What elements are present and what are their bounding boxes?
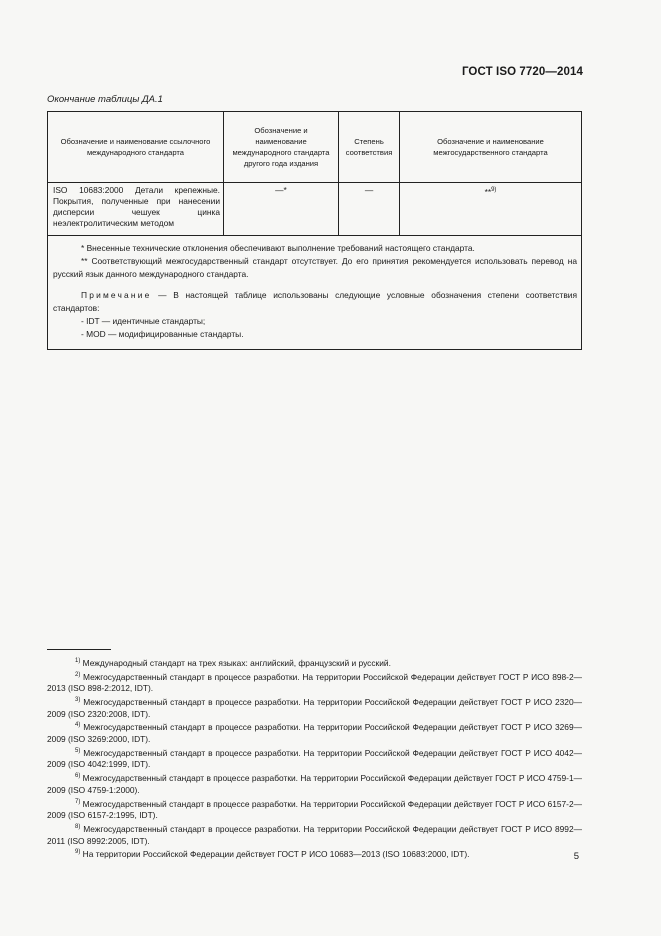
remark <box>53 289 577 315</box>
document-header: ГОСТ ISO 7720—2014 <box>461 66 583 78</box>
footnote-item: $^{8)}$ Межгосударственный стандарт в процессе разработки. На территории Российской Федерации действует ГОСТ Р ИСО 8992—2011 (ISO 8992:2005, IDT). <box>47 823 582 846</box>
footnote-item: $^{2)}$ Межгосударственный стандарт в процессе разработки. На территории Российской Федерации действует ГОСТ Р ИСО 898-2—2013 (ISO 898-2:2012, IDT). <box>47 671 582 694</box>
list-item: - MOD — модифицированные стандарты. <box>81 329 244 339</box>
cell-interstate-standard <box>400 183 581 235</box>
footnote-item: $^{6)}$ Межгосударственный стандарт в процессе разработки. На территории Российской Федерации действует ГОСТ Р ИСО 4759-1—2009 (ISO 4759-1:2000). <box>47 772 582 795</box>
header-cell-other-year-standard: Обозначение и наименование международного стандарта другого года издания <box>224 112 339 182</box>
footnotes <box>47 656 582 861</box>
table-header-row <box>48 112 581 183</box>
footnote-item: $^{5)}$ Межгосударственный стандарт в процессе разработки. На территории Российской Федерации действует ГОСТ Р ИСО 4042—2009 (ISO 4042:1999, IDT). <box>47 747 582 770</box>
table-notes <box>48 236 581 349</box>
footnote-ref: 9) <box>491 187 497 193</box>
note-2: ** Соответствующий межгосударственный стандарт отсутствует. До его принятия рекомендуется использовать перевод на русский язык данного международного стандарта. <box>53 256 577 279</box>
header-cell-reference-standard: Обозначение и наименование ссылочного международного стандарта <box>48 112 224 182</box>
table-row <box>48 183 581 236</box>
correspondence-table <box>47 111 582 350</box>
footnote-item: $^{3)}$ Межгосударственный стандарт в процессе разработки. На территории Российской Федерации действует ГОСТ Р ИСО 2320—2009 (ISO 2320:2008, IDT). <box>47 696 582 719</box>
footnote-item: $^{4)}$ Межгосударственный стандарт в процессе разработки. На территории Российской Федерации действует ГОСТ Р ИСО 3269—2009 (ISO 3269:2000, IDT). <box>47 722 582 744</box>
cell-reference-standard: ISO 10683:2000 Детали крепежные. Покрытия, полученные при нанесении дисперсии чешуек цинка неэлектролитическим методом <box>48 183 224 235</box>
cell-interstate-text: ** <box>484 186 492 197</box>
cell-other-year-standard: —* <box>224 183 339 235</box>
cell-degree: — <box>339 183 400 235</box>
remark-label: Примечание <box>81 290 152 300</box>
footnote-item: $^{7)}$ Межгосударственный стандарт в процессе разработки. На территории Российской Федерации действует ГОСТ Р ИСО 6157-2—2009 (ISO 6157-2:1995, IDT). <box>47 798 582 821</box>
list-item: - IDT — идентичные стандарты; <box>81 316 206 326</box>
footnote-item: $^{1)}$ Международный стандарт на трех языках: английский, французский и русский. <box>75 657 391 668</box>
header-cell-degree: Степень соответствия <box>339 112 400 182</box>
footnote-divider <box>47 649 111 650</box>
header-cell-interstate-standard: Обозначение и наименование межгосударственного стандарта <box>433 137 548 157</box>
page-number: 5 <box>573 851 579 862</box>
table-caption: Окончание таблицы ДА.1 <box>47 94 163 105</box>
footnote-item: $^{9)}$ На территории Российской Федерации действует ГОСТ Р ИСО 10683—2013 (ISO 10683:2000, IDT). <box>75 849 470 860</box>
remark-text: — В настоящей таблице использованы следующие условные обозначения степени соответствия стандартов: <box>53 290 577 313</box>
note-1: * Внесенные технические отклонения обеспечивают выполнение требований настоящего стандарта. <box>81 243 475 253</box>
